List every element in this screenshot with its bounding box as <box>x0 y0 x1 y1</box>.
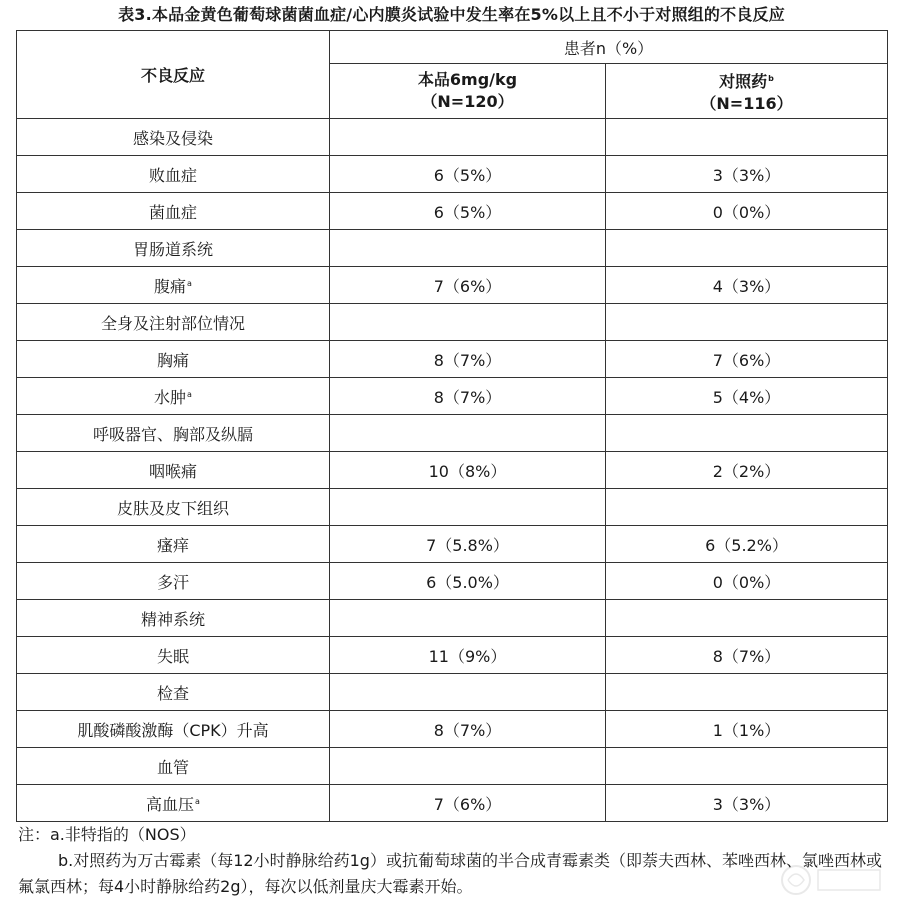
reaction-label: 腹痛 <box>154 276 187 296</box>
category-row <box>17 674 888 711</box>
table-title: 表3.本品金黄色葡萄球菌菌血症/心内膜炎试验中发生率在5%以上且不小于对照组的不良反应 <box>118 5 785 24</box>
footnote-marker: a <box>195 796 200 806</box>
reaction-cell <box>17 193 330 230</box>
header-drug <box>330 64 606 119</box>
reaction-cell <box>17 452 330 489</box>
reaction-cell <box>17 267 330 304</box>
reaction-label: 瘙痒 <box>156 535 189 555</box>
adverse-reactions-table <box>16 30 888 822</box>
category-control-cell <box>606 230 888 267</box>
header-drug-n: （N=120） <box>421 92 514 111</box>
drug-value: 6（5.0%） <box>330 563 606 600</box>
header-control-footnote: b <box>768 73 774 83</box>
category-label: 胃肠道系统 <box>17 230 330 267</box>
reaction-cell <box>17 563 330 600</box>
drug-value: 8（7%） <box>330 378 606 415</box>
reaction-label: 咽喉痛 <box>148 461 197 481</box>
table-row <box>17 711 888 748</box>
drug-value: 7（6%） <box>330 785 606 822</box>
category-control-cell <box>606 415 888 452</box>
category-drug-cell <box>330 304 606 341</box>
reaction-label: 多汗 <box>156 572 189 592</box>
table-row <box>17 341 888 378</box>
category-row <box>17 230 888 267</box>
watermark-logo <box>778 858 888 908</box>
reaction-label: 胸痛 <box>156 350 189 370</box>
control-value: 0（0%） <box>606 563 888 600</box>
table-row <box>17 193 888 230</box>
reaction-cell <box>17 378 330 415</box>
category-label: 感染及侵染 <box>17 119 330 156</box>
reaction-label: 肌酸磷酸激酶（CPK）升高 <box>77 720 269 740</box>
drug-value: 8（7%） <box>330 341 606 378</box>
header-control <box>606 64 888 119</box>
category-drug-cell <box>330 600 606 637</box>
reaction-label: 失眠 <box>156 646 189 666</box>
header-control-name: 对照药 <box>719 71 768 91</box>
table-body <box>17 119 888 822</box>
category-label: 皮肤及皮下组织 <box>17 489 330 526</box>
reaction-label: 高血压 <box>146 794 195 814</box>
category-row <box>17 304 888 341</box>
category-drug-cell <box>330 119 606 156</box>
table-row <box>17 267 888 304</box>
header-adverse-reaction: 不良反应 <box>17 31 330 119</box>
category-control-cell <box>606 304 888 341</box>
category-row <box>17 489 888 526</box>
category-row <box>17 600 888 637</box>
category-row <box>17 119 888 156</box>
drug-value: 11（9%） <box>330 637 606 674</box>
category-label: 血管 <box>17 748 330 785</box>
category-control-cell <box>606 674 888 711</box>
reaction-label: 水肿 <box>154 387 187 407</box>
control-value: 5（4%） <box>606 378 888 415</box>
category-label: 呼吸器官、胸部及纵膈 <box>17 415 330 452</box>
reaction-cell <box>17 637 330 674</box>
drug-value: 10（8%） <box>330 452 606 489</box>
category-drug-cell <box>330 415 606 452</box>
control-value: 3（3%） <box>606 785 888 822</box>
reaction-cell <box>17 341 330 378</box>
table-row <box>17 637 888 674</box>
category-control-cell <box>606 600 888 637</box>
table-row <box>17 785 888 822</box>
table-row <box>17 452 888 489</box>
category-row <box>17 748 888 785</box>
reaction-cell <box>17 711 330 748</box>
table-row <box>17 526 888 563</box>
footnote-b: b.对照药为万古霉素（每12小时静脉给药1g）或抗葡萄球菌的半合成青霉素类（即萘夫西林、苯唑西林、氯唑西林或氟氯西林；每4小时静脉给药2g），每次以低剂量庆大霉素开始。 <box>18 851 882 896</box>
category-label: 全身及注射部位情况 <box>17 304 330 341</box>
category-drug-cell <box>330 489 606 526</box>
drug-value: 6（5%） <box>330 193 606 230</box>
drug-value: 8（7%） <box>330 711 606 748</box>
category-control-cell <box>606 489 888 526</box>
reaction-label: 菌血症 <box>148 202 197 222</box>
category-row <box>17 415 888 452</box>
category-label: 检查 <box>17 674 330 711</box>
drug-value: 6（5%） <box>330 156 606 193</box>
footnote-a: 注：a.非特指的（NOS） <box>18 825 196 844</box>
footnote-marker: a <box>187 389 192 399</box>
reaction-cell <box>17 785 330 822</box>
control-value: 4（3%） <box>606 267 888 304</box>
table-row <box>17 156 888 193</box>
category-control-cell <box>606 748 888 785</box>
reaction-cell <box>17 156 330 193</box>
category-drug-cell <box>330 230 606 267</box>
control-value: 3（3%） <box>606 156 888 193</box>
drug-value: 7（6%） <box>330 267 606 304</box>
category-label: 精神系统 <box>17 600 330 637</box>
control-value: 1（1%） <box>606 711 888 748</box>
category-drug-cell <box>330 748 606 785</box>
control-value: 8（7%） <box>606 637 888 674</box>
header-control-n: （N=116） <box>700 93 793 113</box>
table-row <box>17 378 888 415</box>
drug-value: 7（5.8%） <box>330 526 606 563</box>
header-drug-dose: 本品6mg/kg <box>417 70 518 89</box>
footnotes <box>18 822 888 900</box>
control-value: 7（6%） <box>606 341 888 378</box>
control-value: 6（5.2%） <box>606 526 888 563</box>
header-patients: 患者n（%） <box>330 31 888 64</box>
table-row <box>17 563 888 600</box>
footnote-marker: a <box>187 278 192 288</box>
category-drug-cell <box>330 674 606 711</box>
reaction-label: 败血症 <box>148 165 197 185</box>
control-value: 0（0%） <box>606 193 888 230</box>
reaction-cell <box>17 526 330 563</box>
control-value: 2（2%） <box>606 452 888 489</box>
category-control-cell <box>606 119 888 156</box>
